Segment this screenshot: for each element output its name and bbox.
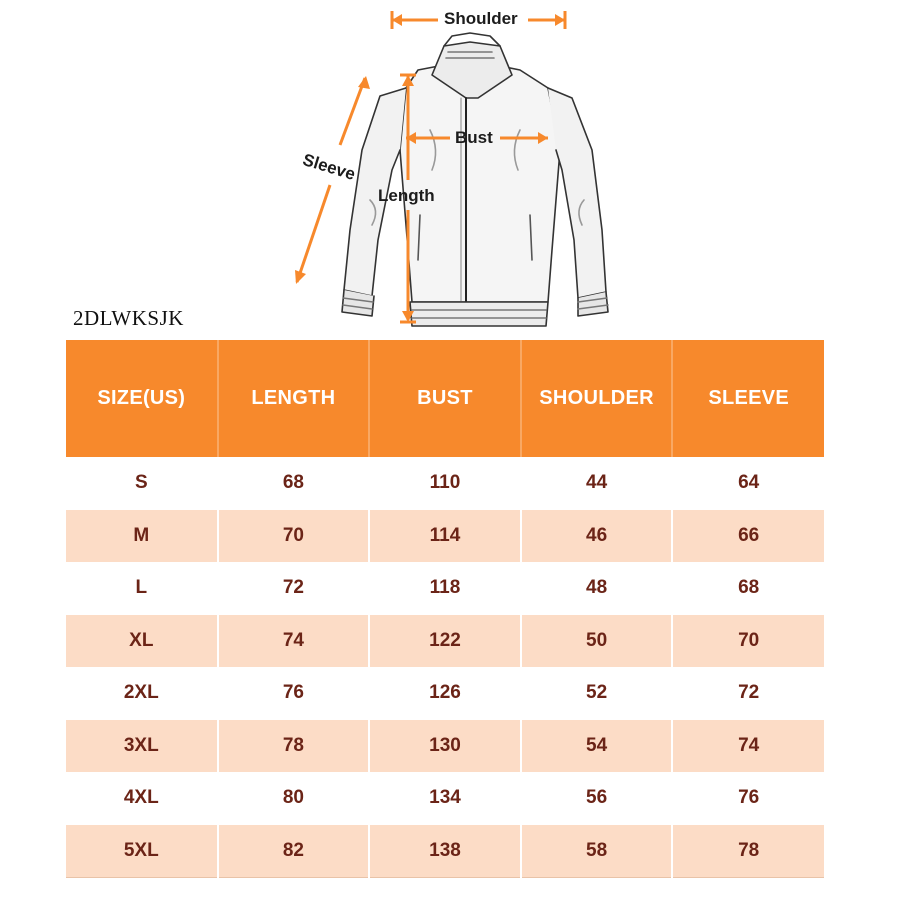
column-header-size: SIZE(US): [66, 340, 218, 457]
cell-length: 72: [218, 562, 370, 615]
shoulder-label: Shoulder: [444, 9, 518, 28]
table-header-row: [66, 340, 824, 457]
jacket-icon: [342, 33, 608, 326]
cell-shoulder: 58: [521, 825, 673, 878]
cell-size: S: [66, 457, 218, 510]
cell-sleeve: 64: [672, 457, 824, 510]
cell-bust: 114: [369, 510, 521, 563]
jacket-drawing: [0, 0, 900, 335]
column-header-sleeve: SLEEVE: [672, 340, 824, 457]
cell-length: 82: [218, 825, 370, 878]
cell-sleeve: 72: [672, 667, 824, 720]
cell-shoulder: 48: [521, 562, 673, 615]
cell-bust: 126: [369, 667, 521, 720]
cell-size: 2XL: [66, 667, 218, 720]
cell-shoulder: 56: [521, 772, 673, 825]
cell-size: 4XL: [66, 772, 218, 825]
cell-length: 74: [218, 615, 370, 668]
cell-sleeve: 66: [672, 510, 824, 563]
cell-shoulder: 50: [521, 615, 673, 668]
table-row: [66, 772, 824, 825]
cell-size: M: [66, 510, 218, 563]
column-header-shoulder: SHOULDER: [521, 340, 673, 457]
cell-size: XL: [66, 615, 218, 668]
table-row: [66, 457, 824, 510]
cell-shoulder: 44: [521, 457, 673, 510]
table-row: [66, 667, 824, 720]
table-row: [66, 825, 824, 878]
cell-bust: 110: [369, 457, 521, 510]
cell-shoulder: 46: [521, 510, 673, 563]
length-label: Length: [378, 186, 435, 205]
size-chart-table: [66, 340, 824, 878]
cell-sleeve: 70: [672, 615, 824, 668]
cell-bust: 130: [369, 720, 521, 773]
bust-label: Bust: [455, 128, 493, 147]
column-header-bust: BUST: [369, 340, 521, 457]
cell-length: 70: [218, 510, 370, 563]
cell-size: 3XL: [66, 720, 218, 773]
cell-length: 80: [218, 772, 370, 825]
cell-sleeve: 76: [672, 772, 824, 825]
cell-length: 68: [218, 457, 370, 510]
cell-bust: 118: [369, 562, 521, 615]
cell-bust: 138: [369, 825, 521, 878]
cell-sleeve: 68: [672, 562, 824, 615]
jacket-measurement-diagram: [0, 0, 900, 335]
cell-size: 5XL: [66, 825, 218, 878]
column-header-length: LENGTH: [218, 340, 370, 457]
table-row: [66, 615, 824, 668]
sleeve-label: Sleeve: [300, 150, 358, 184]
product-code: 2DLWKSJK: [73, 306, 184, 330]
cell-sleeve: 74: [672, 720, 824, 773]
cell-length: 78: [218, 720, 370, 773]
cell-bust: 122: [369, 615, 521, 668]
cell-size: L: [66, 562, 218, 615]
table-row: [66, 720, 824, 773]
cell-shoulder: 54: [521, 720, 673, 773]
cell-sleeve: 78: [672, 825, 824, 878]
table-row: [66, 562, 824, 615]
cell-shoulder: 52: [521, 667, 673, 720]
table-row: [66, 510, 824, 563]
cell-length: 76: [218, 667, 370, 720]
cell-bust: 134: [369, 772, 521, 825]
